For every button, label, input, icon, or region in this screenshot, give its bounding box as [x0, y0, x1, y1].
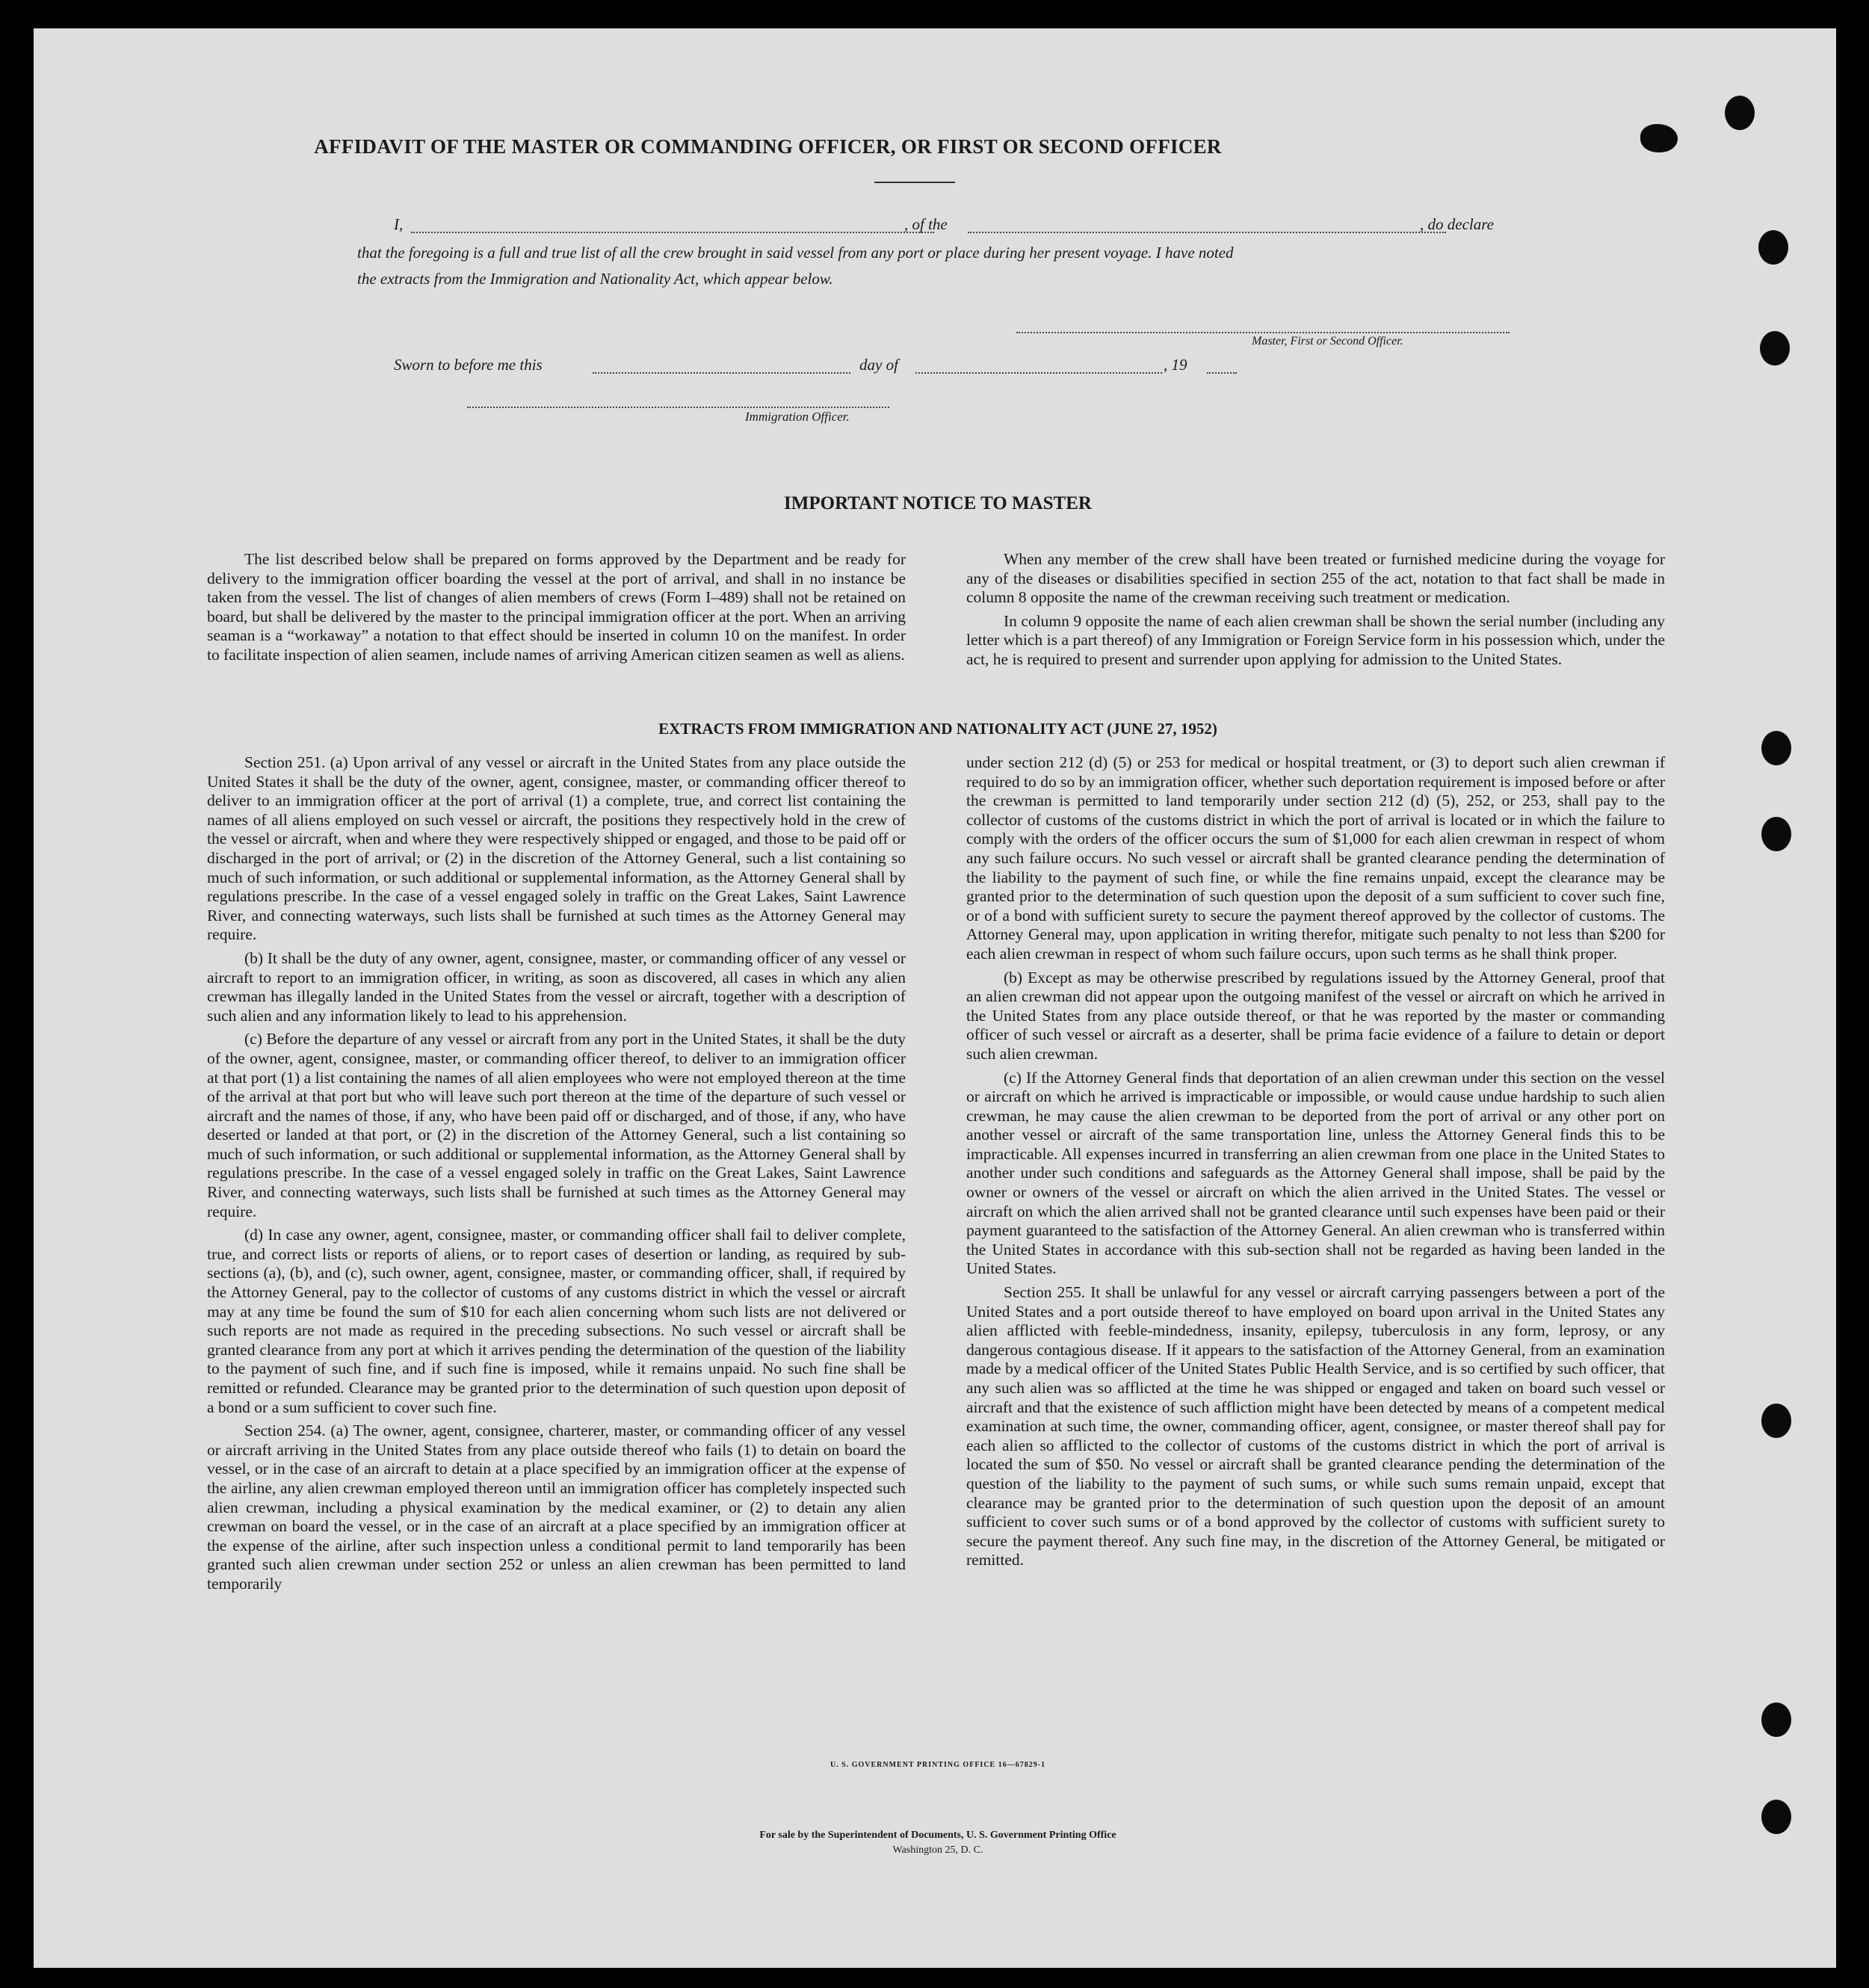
notice-title: IMPORTANT NOTICE TO MASTER	[784, 493, 1092, 513]
sale-notice: For sale by the Superintendent of Documents, U. S. Government Printing Office	[759, 1830, 1116, 1841]
label-i: I,	[394, 215, 404, 233]
label-year: , 19	[1164, 356, 1187, 374]
section-254-a-continued: under section 212 (d) (5) or 253 for medical or hospital treatment, or (3) to deport such alien crewman if required to do so by an immigration officer, whether such deportation requirement is imposed before or after the crewman is permitted to land temporarily under section 212 (d) (5), 252, or 253, shall pay to the collector of customs of the customs district in which the port of arrival is located or in which the failure to comply with the orders of the officer occurs the sum of $1,000 for each alien crewman in respect of whom any such failure occurs. No such vessel or aircraft shall be granted clearance pending the determination of the liability to the payment of such fine, or while the fine remains unpaid, except the clearance may be granted prior to the determination of such question upon the deposit of a sum sufficient to cover such fine, or of a bond with sufficient surety to secure the payment thereof approved by the collector of customs. The Attorney General may, upon application in writing therefor, mitigate such penalty to not less than $200 for each alien crewman in respect of whom such failure occurs, upon such terms as he shall think proper.	[966, 753, 1665, 963]
immigration-officer-line[interactable]	[467, 407, 889, 408]
title-rule	[874, 182, 955, 183]
section-251-a: Section 251. (a) Upon arrival of any vessel or aircraft in the United States from any place outside the United States it shall be the duty of the owner, agent, consignee, master, or commanding officer thereof to deliver to an immigration officer at the port of arrival (1) a complete, true, and correct list containing the names of all aliens employed on such vessel or aircraft, the positions they respectively hold in the crew of the vessel or aircraft, when and where they were respectively shipped or engaged, and those to be paid off or discharged in the port of arrival; or (2) in the discretion of the Attorney General, such a list containing so much of such information, or such additional or supplemental information, as the Attorney General shall by regulations prescribe. In the case of a vessel engaged solely in traffic on the Great Lakes, Saint Lawrence River, and connecting waterways, such lists shall be furnished at such times as the Attorney General may require.	[207, 753, 906, 944]
notice-right-column	[966, 550, 1665, 670]
sworn-year-field[interactable]	[1207, 372, 1237, 374]
affidavit-line1	[34, 215, 1528, 238]
label-of-the: , of the	[904, 215, 948, 233]
notice-right-paragraph-1: When any member of the crew shall have been treated or furnished medicine during the voyage for any of the diseases or disabilities specified in section 255 of the act, notation to that fact shall be made in column 8 opposite the name of the crewman receiving such treatment or medication.	[966, 550, 1665, 607]
section-251-b: (b) It shall be the duty of any owner, agent, consignee, master, or commanding officer of any vessel or aircraft to report to an immigration officer, in writing, as soon as discovered, all cases in which any alien crewman has illegally landed in the United States from the vessel or aircraft, together with a description of such alien and any information likely to lead to his apprehension.	[207, 948, 906, 1025]
section-255: Section 255. It shall be unlawful for any vessel or aircraft carrying passengers between a port of the United States and a port outside thereof to have employed on board upon arrival in the United States any alien afflicted with feeble-mindedness, insanity, epilepsy, tuberculosis in any form, leprosy, or any dangerous contagious disease. If it appears to the satisfaction of the Attorney General, from an examination made by a medical officer of the United States Public Health Service, and is so certified by such officer, that any such alien was so afflicted at the time he was shipped or engaged and taken on board such vessel or aircraft and that the existence of such affliction might have been detected by means of a competent medical examination at such time, the owner, commanding officer, agent, consignee, or master thereof shall pay for each alien so afflicted to the collector of customs of the customs district in which the port of arrival is located the sum of $50. No vessel or aircraft shall be granted clearance pending the determination of the question of the liability to the payment of such sums, or while such sums remain unpaid, except that clearance may be granted prior to the determination of such question upon the deposit of an amount sufficient to cover such sums or of a bond approved by the collector of customs with sufficient surety to secure the payment thereof. Any such fine may, in the discretion of the Attorney General, be mitigated or remitted.	[966, 1283, 1665, 1569]
punch-hole	[1761, 1404, 1791, 1438]
punch-hole	[1761, 817, 1791, 851]
sworn-month-field[interactable]	[915, 372, 1162, 374]
sale-address: Washington 25, D. C.	[892, 1845, 983, 1856]
officer-label: Master, First or Second Officer.	[1252, 335, 1403, 348]
section-251-c: (c) Before the departure of any vessel or aircraft from any port in the United States, it shall be the duty of the owner, agent, consignee, master, or commanding officer thereof, to deliver to an immigration officer at that port (1) a list containing the names of all alien employees who were not employed thereon at the time of the arrival at that port but who will leave such port thereon at the time of the departure of such vessel or aircraft and the names of those, if any, who have been paid off or discharged, and of those, if any, who have deserted or landed at that port, or (2) in the discretion of the Attorney General, such a list containing so much of such information, or such additional or supplemental information, as the Attorney General shall by regulations prescribe. In the case of a vessel engaged solely in traffic on the Great Lakes, Saint Lawrence River, and connecting waterways, such lists shall be furnished at such times as the Attorney General may require.	[207, 1030, 906, 1220]
affidavit-title: AFFIDAVIT OF THE MASTER OR COMMANDING OFFICER, OR FIRST OR SECOND OFFICER	[314, 135, 1222, 158]
vessel-field[interactable]	[968, 232, 1446, 233]
label-day-of: day of	[859, 356, 898, 374]
label-do-declare: , do declare	[1420, 215, 1494, 233]
notice-right-paragraph-2: In column 9 opposite the name of each alien crewman shall be shown the serial number (including any letter which is a part thereof) of any Immigration or Foreign Service form in his possession which, under the act, he is required to present and surrender upon applying for admission to the United States.	[966, 611, 1665, 668]
extracts-right-column	[966, 753, 1665, 1570]
section-254-c: (c) If the Attorney General finds that deportation of an alien crewman under this section on the vessel or aircraft on which he arrived is impracticable or impossible, or would cause undue hardship to such alien crewman, he may cause the alien crewman to be deported from the port of arrival or any other port on another vessel or aircraft of the same transportation line, unless the Attorney General finds this to be impracticable. All expenses incurred in transferring an alien crewman from one place in the United States to another under such conditions and safeguards as the Attorney General shall impose, shall be paid by the owner or owners of the vessel or aircraft on which the alien arrived in the United States. The vessel or aircraft on which the alien arrived shall not be granted clearance until such expenses have been paid or their payment guaranteed to the satisfaction of the Attorney General. An alien crewman who is transferred within the United States in accordance with this sub-section shall not be regarded as having been landed in the United States.	[966, 1068, 1665, 1278]
punch-hole	[1760, 331, 1790, 365]
affidavit-line2: that the foregoing is a full and true list of all the crew brought in said vessel from any port or place during her present voyage. I have noted	[357, 244, 1234, 262]
document-page	[34, 28, 1836, 1968]
gpo-imprint: U. S. GOVERNMENT PRINTING OFFICE 16—67829-1	[830, 1761, 1046, 1769]
section-254-a: Section 254. (a) The owner, agent, consignee, charterer, master, or commanding officer of any vessel or aircraft arriving in the United States from any place outside thereof who fails (1) to detain on board the vessel, or in the case of an aircraft to detain at a place specified by an immigration officer at the expense of the airline, any alien crewman employed thereon until an immigration officer has completely inspected such alien crewman, including a physical examination by the medical examiner, or (2) to detain any alien crewman on board the vessel, or in the case of an aircraft at a place specified by an immigration officer at the expense of the airline, after such inspection unless a conditional permit to land temporarily has been granted such alien crewman under section 252 or unless an alien crewman has been permitted to land temporarily	[207, 1421, 906, 1593]
sworn-line	[34, 356, 1379, 378]
immigration-officer-label: Immigration Officer.	[745, 410, 850, 424]
label-sworn: Sworn to before me this	[394, 356, 543, 374]
notice-left-paragraph: The list described below shall be prepared on forms approved by the Department and be ready for delivery to the immigration officer boarding the vessel at the port of arrival, and shall in no instance be taken from the vessel. The list of changes of alien members of crews (Form I–489) shall not be retained on board, but shall be delivered by the master to the principal immigration officer at the port. When an arriving seaman is a “workaway” a notation to that effect should be inserted in column 10 on the manifest. In order to facilitate inspection of alien seamen, include names of arriving American citizen seamen as well as aliens.	[207, 550, 906, 664]
extracts-left-column	[207, 753, 906, 1594]
affidavit-line3: the extracts from the Immigration and Nationality Act, which appear below.	[357, 270, 833, 288]
punch-hole	[1640, 124, 1678, 152]
sworn-day-field[interactable]	[593, 372, 850, 374]
officer-signature-line[interactable]	[1016, 332, 1510, 333]
punch-hole	[1725, 96, 1755, 130]
notice-left-column	[207, 550, 906, 665]
extracts-title: EXTRACTS FROM IMMIGRATION AND NATIONALITY ACT (JUNE 27, 1952)	[658, 720, 1217, 738]
punch-hole	[1761, 1703, 1791, 1737]
punch-hole	[1758, 230, 1788, 265]
section-251-d: (d) In case any owner, agent, consignee, master, or commanding officer shall fail to deliver complete, true, and correct lists or reports of aliens, or to report cases of desertion or landing, as required by sub-sections (a), (b), and (c), such owner, agent, consignee, master, or commanding officer, shall, if required by the Attorney General, pay to the collector of customs of any customs district in which the vessel or aircraft may at any time be found the sum of $10 for each alien concerning whom such lists are not delivered or such reports are not made as required in the preceding subsections. No such vessel or aircraft shall be granted clearance from any port at which it arrives pending the determination of the question of the liability to the payment of such fine, and if such fine is imposed, while it remains unpaid. No such fine shall be remitted or refunded. Clearance may be granted prior to the determination of such question upon deposit of a bond or a sum sufficient to cover such fine.	[207, 1226, 906, 1416]
name-field[interactable]	[411, 232, 934, 233]
section-254-b: (b) Except as may be otherwise prescribed by regulations issued by the Attorney General, proof that an alien crewman did not appear upon the outgoing manifest of the vessel or aircraft on which he arrived in the United States from any place outside thereof, or that he was reported by the master or commanding officer of such vessel or aircraft as a deserter, shall be prima facie evidence of a failure to detain or deport such alien crewman.	[966, 968, 1665, 1063]
